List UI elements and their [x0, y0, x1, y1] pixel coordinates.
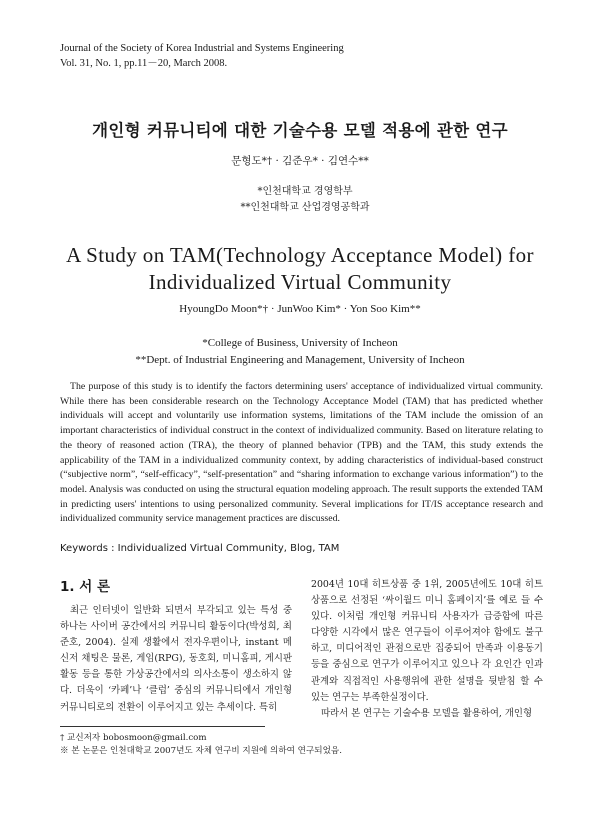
body-paragraph: 따라서 본 연구는 기술수용 모델을 활용하여, 개인형 [321, 707, 533, 719]
journal-volume: Vol. 31, No. 1, pp.11－20, March 2008. [60, 58, 228, 69]
journal-name: Journal of the Society of Korea Industrial and Systems Engineering [60, 43, 344, 54]
footnote-corresponding-author: † 교신저자 bobosmoon@gmail.com [60, 733, 207, 743]
journal-header [60, 41, 344, 71]
affiliation-kr-1: *인천대학교 경영학부 [257, 186, 353, 197]
body-column-right [311, 577, 543, 722]
title-english [0, 242, 600, 296]
keywords: Keywords : Individualized Virtual Community, Blog, TAM [60, 543, 340, 554]
affiliations-korean [0, 184, 600, 216]
affiliation-kr-2: **인천대학교 산업경영공학과 [240, 202, 370, 213]
affiliations-english [0, 335, 600, 369]
authors-english: HyoungDo Moon*† · JunWoo Kim* · Yon Soo Kim** [179, 303, 421, 315]
title-en-line-1: A Study on TAM(Technology Acceptance Model) for [66, 243, 534, 267]
body-paragraph: 최근 인터넷이 일반화 되면서 부각되고 있는 특성 중 하나는 사이버 공간에서의 커뮤니티 활동이다(박성희, 최준호, 2004). 실제 생활에서 전자우편이나, instant 메신저 채팅은 물론, 게임(RPG), 동호회, 미니홈피, 게시판 활동 등을 통한 가상공간에서의 의사소통이 생소하지 않다. 더욱이 ‘카페’나 ‘클럽’ 중심의 커뮤니티에서 개인형 커뮤니티로의 전환이 이루어지고 있는 추세이다. 특히 [60, 605, 292, 713]
title-korean: 개인형 커뮤니티에 대한 기술수용 모델 적용에 관한 연구 [92, 121, 508, 140]
footnote-divider [60, 726, 265, 727]
body-paragraph: 2004년 10대 히트상품 중 1위, 2005년에도 10대 히트상품으로 선정된 ‘싸이월드 미니 홈페이지’를 예로 들 수 있다. 이처럼 개인형 커뮤니티 사용자가 급증함에 따른 다양한 시각에서 많은 연구들이 이루어져야 함에도 불구하고, 미디어적인 관점으로만 집중되어 만족과 이용동기 등을 중심으로 연구가 이루어지고 있으나 각 요인간 인과관계와 직접적인 사용행위에 관한 설명을 뒷받침 할 수 있는 연구는 부족한실정이다. [311, 579, 543, 703]
title-en-line-2: Individualized Virtual Community [148, 270, 452, 294]
affiliation-en-2: **Dept. of Industrial Engineering and Management, University of Incheon [135, 354, 465, 366]
abstract: The purpose of this study is to identify the factors determining users' acceptance of individualized virtual community. While there has been considerable research on the Technology Acceptance Model (TAM) that has predicted whether individuals will accept and voluntarily use information systems, limitations of the TAM include the omission of an important characteristics of individual construct in the context of individualized community. Based on literature relating to the theory of reasoned action (TRA), the theory of planned behavior (TPB) and the TAM, this study extends the applicability of the TAM in a individualized community context, by adding characteristics of individual-based construct (“subjective norm”, “self-efficacy”, “self-presentation” and “sharing information to exchange various information”) to the model. Analysis was conducted on using the structural equation modeling approach. The result supports the extended TAM in predicting users' intentions to using personalized community. Several implications for IT/IS acceptance research and individualized community service management practices are discussed. [60, 381, 543, 525]
body-column-left [60, 603, 292, 716]
section-heading: 1. 서 론 [60, 579, 111, 595]
footnotes [60, 732, 342, 758]
affiliation-en-1: *College of Business, University of Incheon [202, 337, 398, 349]
authors-korean: 문형도*† · 김준우* · 김연수** [231, 155, 369, 167]
footnote-funding: ※ 본 논문은 인천대학교 2007년도 자체 연구비 지원에 의하여 연구되었음. [60, 746, 342, 756]
